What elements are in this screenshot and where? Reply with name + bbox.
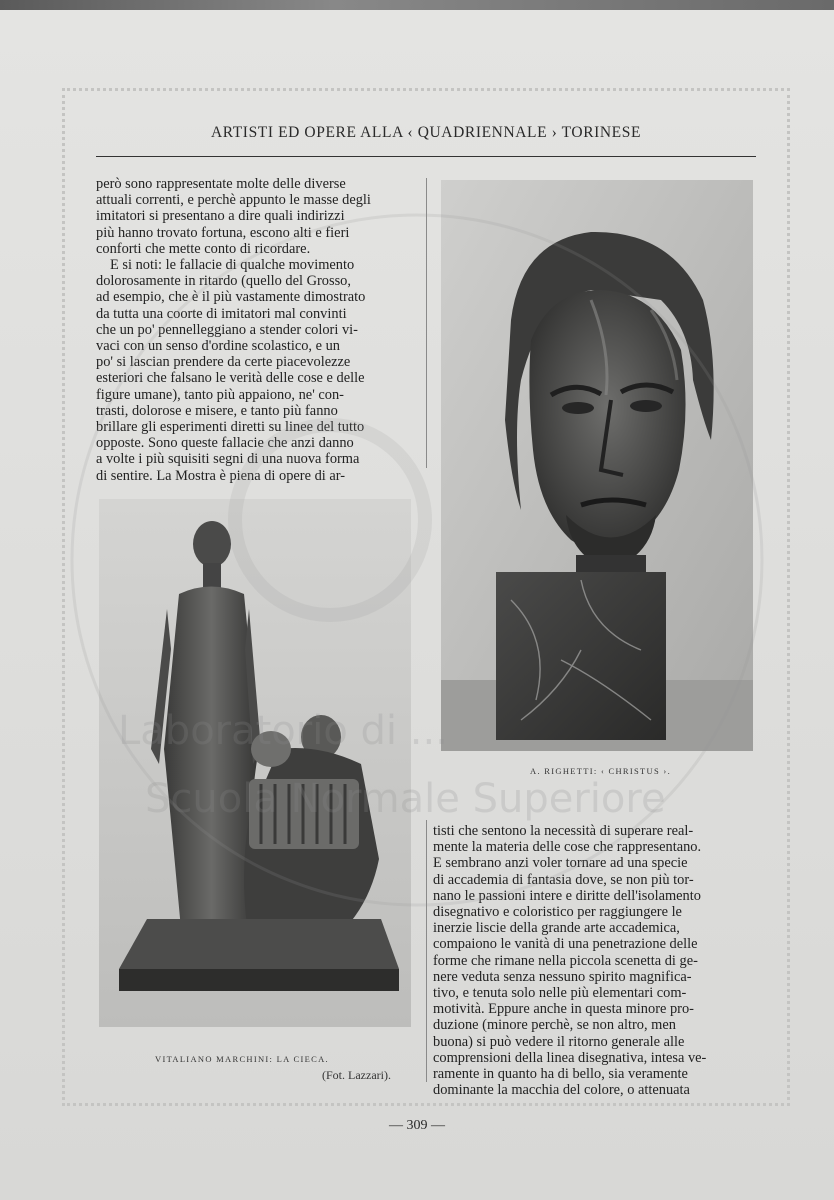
text-line: nano le passioni intere e diritte dell'isolamento	[433, 887, 701, 904]
watermark-line-1: Laboratorio di ...	[118, 708, 448, 754]
text-line: attuali correnti, e perchè appunto le masse degli	[96, 192, 371, 209]
text-line: E sembrano anzi voler tornare ad una specie	[433, 855, 688, 872]
text-line: vaci con un senso d'ordine scolastico, e un	[96, 338, 340, 355]
text-line: conforti che mette conto di ricordare.	[96, 240, 311, 257]
text-line: duzione (minore perchè, se non altro, men	[433, 1017, 676, 1034]
photo-christus	[441, 180, 753, 751]
text-line: inerzie liscie della grande arte accademica,	[433, 920, 680, 937]
text-line: forme che rimane nella piccola scenetta di ge-	[433, 952, 698, 969]
caption-christus: A. RIGHETTI: ‹ CHRISTUS ›.	[530, 766, 671, 776]
text-line: po' si lascian prendere da certe piacevolezze	[96, 354, 351, 371]
christus-sculpture-image	[441, 180, 753, 751]
text-line: E si noti: le fallacie di qualche movimento	[110, 257, 355, 274]
text-line: da tutta una coorte di imitatori mal convinti	[96, 305, 347, 322]
text-line: tivo, e tenuta solo nelle più elementari com-	[433, 985, 687, 1002]
text-line: esteriori che falsano le verità delle cose e delle	[96, 370, 365, 387]
running-head: ARTISTI ED OPERE ALLA ‹ QUADRIENNALE › TORINESE	[210, 124, 642, 141]
text-line: trasti, dolorose e misere, e tanto più fanno	[96, 402, 338, 419]
column-rule-bottom	[426, 820, 427, 1082]
text-line: dominante la macchia del colore, o attenuata	[433, 1082, 690, 1099]
text-line: disegnativo e coloristico per raggiungere le	[433, 904, 682, 921]
watermark-line-2: Scuola Normale Superiore	[145, 776, 666, 822]
scan-top-edge	[0, 0, 834, 10]
text-line: di sentire. La Mostra è piena di opere di ar-	[96, 467, 346, 484]
text-line: imitatori si presentano a dire quali indirizzi	[96, 208, 345, 225]
text-line: a volte i più squisiti segni di una nuova forma	[96, 451, 360, 468]
text-line: mente la materia delle cose che rappresentano.	[433, 839, 702, 856]
page-number: — 309 —	[389, 1118, 445, 1133]
text-line: ramente in quanto ha di bello, sia veramente	[433, 1066, 688, 1083]
la-cieca-sculpture-image	[99, 499, 411, 1027]
text-line: comprensioni della linea disegnativa, intesa ve-	[433, 1049, 707, 1066]
text-line: motività. Eppure anche in questa minore pro-	[433, 1001, 694, 1018]
photo-credit: (Fot. Lazzari).	[322, 1068, 391, 1082]
text-line: compaiono le vanità di una penetrazione delle	[433, 936, 698, 953]
column-rule-top	[426, 178, 427, 468]
text-line: brillare gli esperimenti diretti su linee del tutto	[96, 419, 365, 436]
text-line: ad esempio, che è il più vastamente dimostrato	[96, 289, 366, 306]
text-line: che un po' pennelleggiano a stender colori vi-	[96, 321, 358, 338]
text-line: però sono rappresentate molte delle diverse	[96, 176, 346, 192]
photo-la-cieca	[99, 499, 411, 1027]
text-line: nere veduta senza nessuno spirito magnifica-	[433, 968, 692, 985]
left-text-column	[96, 176, 418, 484]
text-line: opposte. Sono queste fallacie che anzi danno	[96, 435, 354, 452]
text-line: di accademia di fantasia dove, se non più tor-	[433, 871, 694, 888]
text-line: più hanno trovato fortuna, escono alti e fieri	[96, 224, 350, 241]
head-rule	[96, 156, 756, 157]
text-line: figure umane), tanto più appaiono, ne' con-	[96, 386, 344, 403]
right-text-column	[433, 823, 755, 1098]
text-line: tisti che sentono la necessità di superare real-	[433, 823, 694, 839]
caption-la-cieca: VITALIANO MARCHINI: LA CIECA.	[155, 1054, 329, 1064]
text-line: buona) si può vedere il ritorno generale alle	[433, 1033, 685, 1050]
text-line: dolorosamente in ritardo (quello del Grosso,	[96, 273, 351, 290]
